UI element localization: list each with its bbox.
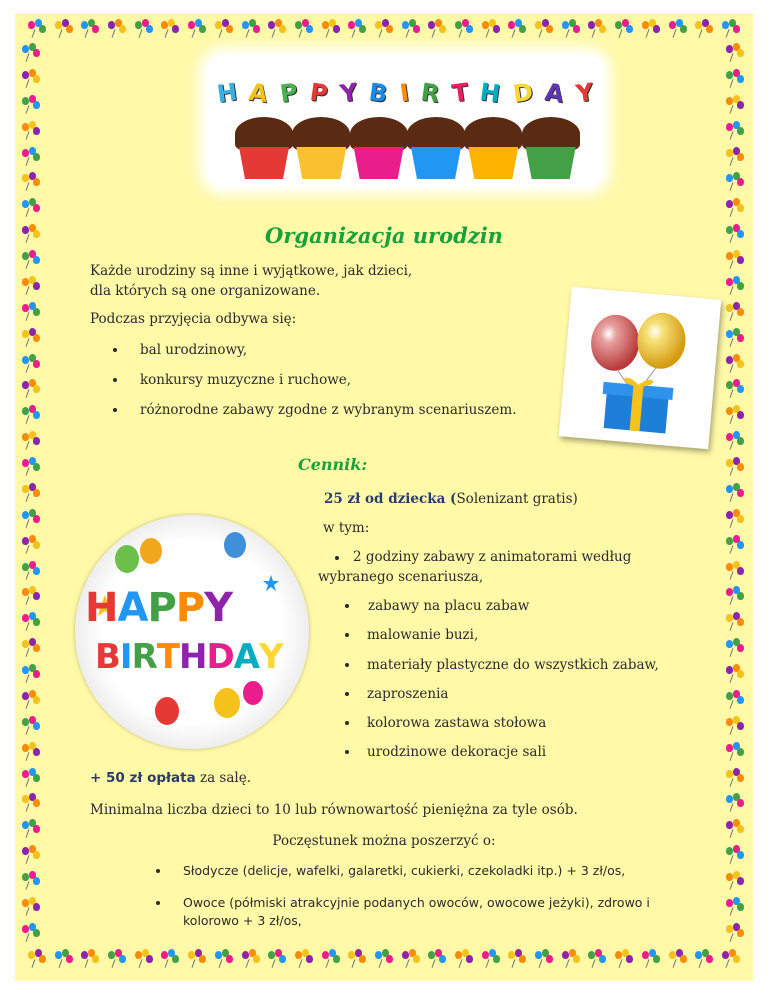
balloon-icon (725, 664, 745, 684)
circle-letter: R (131, 637, 157, 677)
balloon-icon (21, 276, 41, 296)
price-title: Cennik: (298, 455, 368, 474)
balloon-icon (160, 19, 180, 39)
price-line (324, 489, 578, 509)
banner-letter: A (542, 77, 566, 109)
party-heading: Podczas przyjęcia odbywa się: (90, 311, 297, 327)
list-item-text: różnorodne zabawy zgodne z wybranym scenariuszem. (140, 402, 517, 418)
banner-letter: T (449, 77, 470, 109)
balloon-icon (21, 302, 41, 322)
happy-birthday-circle-image (75, 515, 309, 749)
banner-letter: A (247, 77, 270, 109)
bullet-icon (345, 692, 349, 696)
banner-letters (217, 79, 593, 107)
balloon-icon (725, 897, 745, 917)
banner-letter: Y (337, 77, 359, 109)
balloon-icon (614, 19, 634, 39)
balloon-icon (27, 949, 47, 969)
balloon-icon (561, 949, 581, 969)
balloon-icon (694, 949, 714, 969)
list-item-text: zabawy na placu zabaw (368, 598, 530, 614)
bullet-icon (345, 633, 349, 637)
first-include-line-1 (323, 547, 631, 567)
first-include-text: 2 godziny zabawy z animatorami według (353, 549, 632, 565)
balloon-icon (21, 586, 41, 606)
balloon-icon (507, 949, 527, 969)
balloon-icon (725, 121, 745, 141)
balloon-icon (241, 19, 261, 39)
balloon-icon (80, 949, 100, 969)
list-item-text: Słodycze (delicje, wafelki, galaretki, cukierki, czekoladki itp.) + 3 zł/os, (183, 863, 626, 878)
circle-letter: Y (204, 585, 233, 631)
banner-letter: I (397, 78, 411, 108)
balloon-icon (80, 19, 100, 39)
balloon-border-left (21, 43, 41, 943)
balloon-icon (294, 949, 314, 969)
bullet-icon (345, 721, 349, 725)
balloon-icon (267, 19, 287, 39)
balloon-icon (534, 949, 554, 969)
extra-fee-line (90, 768, 251, 788)
circle-letter: B (95, 637, 120, 677)
balloon-icon (454, 949, 474, 969)
balloon-icon (21, 612, 41, 632)
balloon-icon (187, 19, 207, 39)
banner-letter: D (510, 77, 535, 109)
gift-balloons-image (559, 287, 722, 450)
cupcake-icon (235, 117, 292, 179)
circle-letter: I (119, 637, 132, 677)
balloon-icon (587, 949, 607, 969)
cupcake-icon (464, 117, 521, 179)
banner-letter: P (278, 77, 300, 109)
balloon-icon (21, 793, 41, 813)
balloon-icon (214, 19, 234, 39)
banner-letter: B (367, 77, 390, 109)
balloon-icon (21, 172, 41, 192)
balloon-icon (725, 793, 745, 813)
balloon-icon (725, 768, 745, 788)
circle-letter: D (206, 637, 234, 677)
balloon-icon (725, 561, 745, 581)
bullet-icon (345, 663, 349, 667)
balloon-icon (481, 949, 501, 969)
balloon-icon (21, 95, 41, 115)
balloon-icon (21, 716, 41, 736)
list-item-text: urodzinowe dekoracje sali (367, 744, 547, 760)
balloon-icon (401, 19, 421, 39)
balloon-icon (725, 379, 745, 399)
balloon-icon (214, 949, 234, 969)
balloon-icon (21, 147, 41, 167)
cupcake-frosting (407, 117, 465, 151)
list-item-text: konkursy muzyczne i ruchowe, (140, 372, 352, 388)
balloon-icon (21, 690, 41, 710)
balloon-icon (347, 19, 367, 39)
balloon-icon (725, 690, 745, 710)
includes-label: w tym: (323, 520, 370, 536)
price-note: Solenizant gratis) (456, 491, 578, 507)
cupcake-frosting (350, 117, 408, 151)
balloon-icon (21, 328, 41, 348)
balloon-icon (21, 638, 41, 658)
first-include-line-2: wybranego scenariusza, (318, 569, 484, 585)
page (15, 13, 753, 981)
list-item-text: bal urodzinowy, (140, 342, 248, 358)
balloon-icon (21, 69, 41, 89)
circle-letter: H (178, 637, 207, 677)
extra-fee: + 50 zł opłata (90, 770, 196, 786)
balloon-icon (725, 250, 745, 270)
balloon-icon (641, 19, 661, 39)
balloon-icon (725, 405, 745, 425)
balloon-icon (107, 949, 127, 969)
balloon-icon (721, 19, 741, 39)
cupcake-wrapper (296, 147, 346, 179)
balloon-border-right (725, 43, 745, 943)
balloon-border-bottom (27, 949, 741, 969)
balloon-icon (21, 379, 41, 399)
balloon-icon (725, 354, 745, 374)
bullet-icon (156, 901, 160, 905)
intro-line-2: dla których są one organizowane. (90, 283, 321, 299)
circle-letter: H (85, 585, 118, 631)
balloon-icon (347, 949, 367, 969)
cupcake-frosting (522, 117, 580, 151)
cupcake-icon (350, 117, 407, 179)
banner-letter: P (308, 77, 330, 109)
bullet-icon (113, 348, 117, 352)
balloon-icon (725, 586, 745, 606)
gift-balloons-picture (559, 287, 722, 450)
banner-letter: H (478, 77, 503, 109)
balloon-icon (454, 19, 474, 39)
balloon-icon (241, 949, 261, 969)
balloon-icon (21, 483, 41, 503)
minimum-note: Minimalna liczba dzieci to 10 lub równowartość pieniężna za tyle osób. (90, 802, 578, 818)
balloon-icon (21, 431, 41, 451)
extra-fee-suffix: za salę. (195, 770, 252, 786)
balloon-icon (534, 19, 554, 39)
balloon-icon (561, 19, 581, 39)
balloon-icon (725, 457, 745, 477)
balloon-icon (725, 535, 745, 555)
intro-line-1: Każde urodziny są inne i wyjątkowe, jak dzieci, (90, 263, 413, 279)
circle-letter: A (117, 585, 148, 631)
happy-birthday-banner-image (207, 55, 603, 187)
list-item-text: zaproszenia (367, 686, 449, 702)
balloon-icon (641, 949, 661, 969)
list-item-text: materiały plastyczne do wszystkich zabaw, (367, 657, 659, 673)
balloon-icon (725, 431, 745, 451)
balloon-icon (374, 949, 394, 969)
cupcake-wrapper (354, 147, 404, 179)
balloon-icon (668, 19, 688, 39)
balloon-icon (21, 768, 41, 788)
circle-word-happy (85, 585, 232, 631)
balloon-icon (507, 19, 527, 39)
cupcake-wrapper (411, 147, 461, 179)
balloon-icon (721, 949, 741, 969)
bullet-icon (345, 750, 349, 754)
balloon-icon (267, 949, 287, 969)
bullet-icon (113, 378, 117, 382)
balloon-icon (294, 19, 314, 39)
circle-word-birthday (95, 637, 283, 677)
circle-letter: P (175, 585, 205, 631)
list-item-text: kolorowa zastawa stołowa (367, 715, 547, 731)
balloon-icon (321, 19, 341, 39)
circle-letter: P (147, 585, 176, 631)
circle-letter: Y (259, 637, 283, 677)
food-heading: Poczęstunek można poszerzyć o: (272, 833, 496, 849)
cupcake-wrapper (468, 147, 518, 179)
circle-letter: A (233, 637, 259, 677)
balloon-icon (427, 949, 447, 969)
balloon-icon (107, 19, 127, 39)
balloon-icon (160, 949, 180, 969)
banner-letter: H (215, 77, 239, 109)
bullet-icon (113, 408, 117, 412)
page-title: Organizacja urodzin (265, 223, 503, 248)
balloon-icon (21, 198, 41, 218)
balloon-icon (21, 43, 41, 63)
balloon-icon (725, 509, 745, 529)
balloon-icon (725, 69, 745, 89)
balloon-icon (21, 457, 41, 477)
balloon-icon (725, 95, 745, 115)
balloon-icon (21, 664, 41, 684)
cupcake-icon (292, 117, 349, 179)
balloon-icon (725, 923, 745, 943)
balloon-icon (725, 742, 745, 762)
balloon-icon (587, 19, 607, 39)
balloon-icon (725, 716, 745, 736)
balloon-border-top (27, 19, 741, 39)
list-item-text: Owoce (półmiski atrakcyjnie podanych owoców, owocowe jeżyki), zdrowo i (183, 895, 650, 910)
balloon-icon (668, 949, 688, 969)
balloon-icon (21, 354, 41, 374)
balloon-icon (21, 561, 41, 581)
balloon-icon (725, 871, 745, 891)
circle-letter: T (156, 637, 179, 677)
balloon-icon (725, 638, 745, 658)
bullet-icon (335, 556, 339, 560)
balloon-icon (134, 19, 154, 39)
circle-balloons-picture (75, 515, 309, 749)
list-item-text: malowanie buzi, (367, 627, 479, 643)
balloon-icon (481, 19, 501, 39)
balloon-icon (725, 198, 745, 218)
price-main: 25 zł od dziecka ( (324, 491, 457, 507)
balloon-icon (614, 949, 634, 969)
balloon-icon (21, 897, 41, 917)
balloon-icon (427, 19, 447, 39)
balloon-icon (694, 19, 714, 39)
balloon-icon (725, 328, 745, 348)
cupcakes-row (235, 117, 579, 179)
balloon-icon (21, 121, 41, 141)
balloon-icon (21, 742, 41, 762)
balloon-icon (725, 302, 745, 322)
balloon-icon (21, 871, 41, 891)
cupcake-icon (522, 117, 579, 179)
cupcake-frosting (292, 117, 350, 151)
balloon-icon (401, 949, 421, 969)
balloon-icon (27, 19, 47, 39)
balloon-icon (321, 949, 341, 969)
balloon-icon (725, 483, 745, 503)
cupcake-frosting (235, 117, 293, 151)
balloon-icon (725, 43, 745, 63)
cupcake-wrapper (239, 147, 289, 179)
balloon-icon (21, 509, 41, 529)
cupcake-wrapper (526, 147, 576, 179)
bullet-icon (345, 604, 349, 608)
balloon-icon (374, 19, 394, 39)
balloon-icon (725, 276, 745, 296)
banner-letter: R (419, 77, 442, 109)
banner-letter: Y (573, 77, 595, 109)
balloon-icon (21, 535, 41, 555)
bullet-icon (156, 869, 160, 873)
balloon-icon (21, 923, 41, 943)
balloon-icon (54, 949, 74, 969)
balloon-icon (21, 405, 41, 425)
balloon-icon (54, 19, 74, 39)
list-item-continuation: kolorowo + 3 zł/os, (183, 913, 302, 928)
balloon-icon (187, 949, 207, 969)
balloon-icon (725, 172, 745, 192)
balloon-icon (134, 949, 154, 969)
cupcake-icon (407, 117, 464, 179)
cupcake-frosting (464, 117, 522, 151)
balloon-icon (725, 147, 745, 167)
balloon-icon (725, 612, 745, 632)
balloon-icon (21, 250, 41, 270)
